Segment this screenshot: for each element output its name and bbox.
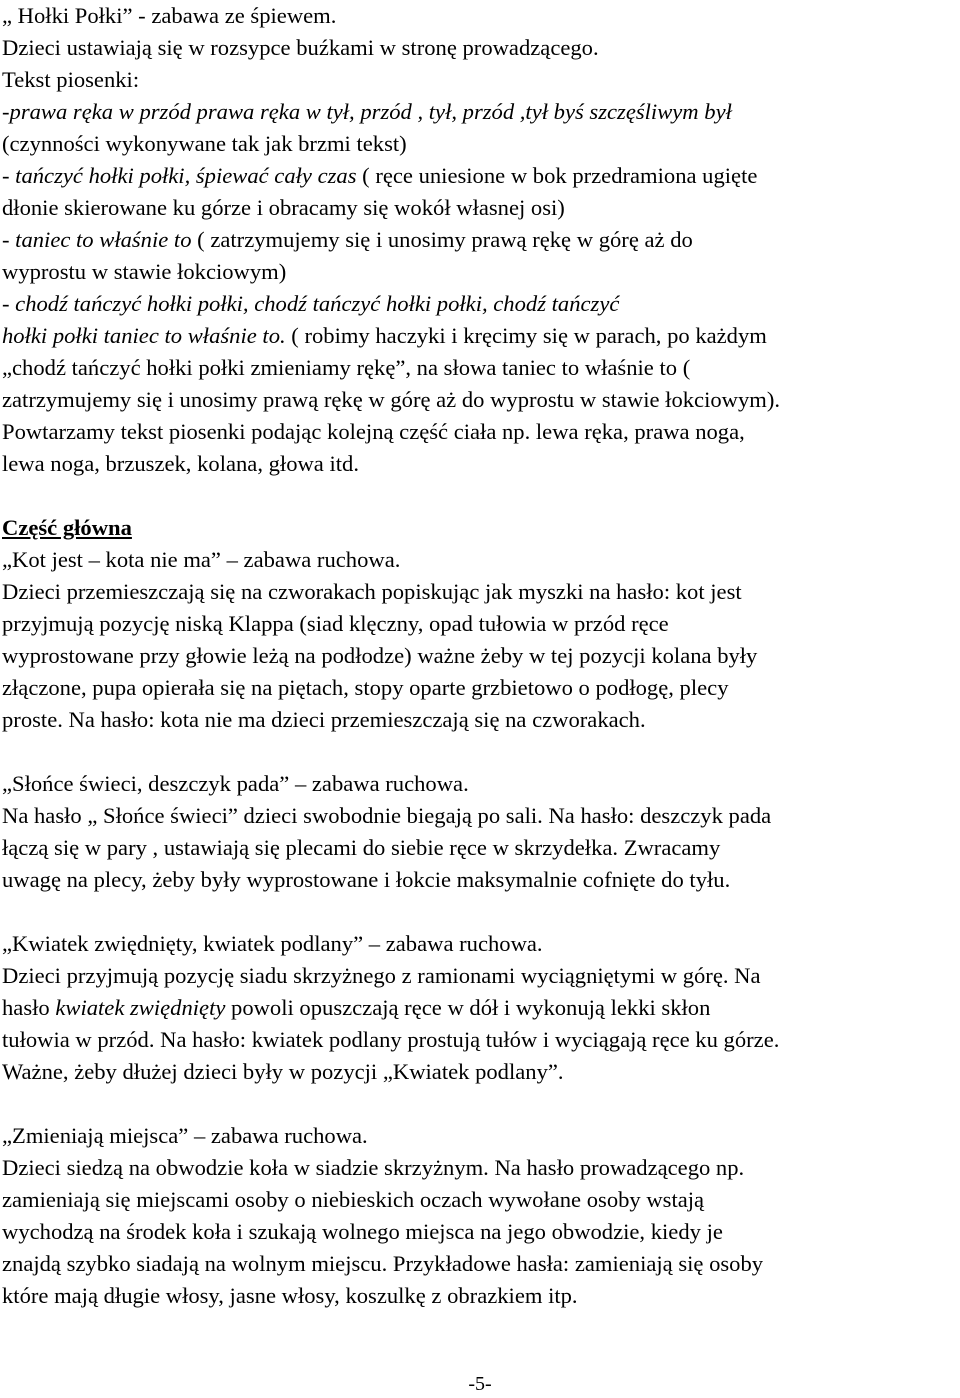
text-line: Powtarzamy tekst piosenki podając kolejną część ciała np. lewa ręka, prawa noga, (2, 419, 745, 444)
instruction-text: ( zatrzymujemy się i unosimy prawą rękę w górę aż do (191, 227, 693, 252)
instruction-text: ( robimy haczyki i kręcimy się w parach, po każdym (285, 323, 767, 348)
text-line: Dzieci siedzą na obwodzie koła w siadzie skrzyżnym. Na hasło prowadzącego np. (2, 1155, 745, 1180)
text-line: uwagę na plecy, żeby były wyprostowane i łokcie maksymalnie cofnięte do tyłu. (2, 867, 731, 892)
lyrics-text: - taniec to właśnie to (2, 227, 192, 252)
lyrics-text: -prawa ręka w przód prawa ręka w tył, przód , tył, przód ,tył byś szczęśliwym był (2, 99, 732, 124)
section-heading (2, 512, 132, 544)
text-line: znajdą szybko siadają na wolnym miejscu. Przykładowe hasła: zamieniają się osoby (2, 1251, 764, 1276)
text-line: tułowia w przód. Na hasło: kwiatek podlany prostują tułów i wyciągają ręce ku górze. (2, 1027, 780, 1052)
text-line: Dzieci przemieszczają się na czworakach popiskując jak myszki na hasło: kot jest (2, 579, 742, 604)
text-line (2, 96, 732, 128)
text-line: które mają długie włosy, jasne włosy, koszulkę z obrazkiem itp. (2, 1283, 578, 1308)
text-line (2, 160, 757, 192)
lyrics-text: hołki połki taniec to właśnie to. (2, 323, 286, 348)
lyrics-text: - chodź tańczyć hołki połki, chodź tańczyć hołki połki, chodź tańczyć (2, 291, 620, 316)
main-part-heading: Część główna (2, 515, 132, 540)
text-line: proste. Na hasło: kota nie ma dzieci przemieszczają się na czworakach. (2, 707, 646, 732)
text-line (2, 288, 619, 320)
text-line: Ważne, żeby dłużej dzieci były w pozycji „Kwiatek podlany”. (2, 1059, 564, 1084)
text-line: zatrzymujemy się i unosimy prawą rękę w górę aż do wyprostu w stawie łokciowym). (2, 387, 781, 412)
text-line: łączą się w pary , ustawiają się plecami do siebie ręce w skrzydełka. Zwracamy (2, 835, 721, 860)
lyrics-text: - tańczyć hołki połki, śpiewać cały czas (2, 163, 357, 188)
text-line: „chodź tańczyć hołki połki zmieniamy rękę”, na słowa taniec to właśnie to ( (2, 355, 691, 380)
page-number: -5- (468, 1373, 492, 1395)
instruction-text: ( ręce uniesione w bok przedramiona ugięte (356, 163, 758, 188)
text-line: złączone, pupa opierała się na piętach, stopy oparte grzbietowo o podłogę, plecy (2, 675, 729, 700)
instruction-text: powoli opuszczają ręce w dół i wykonują lekki skłon (225, 995, 711, 1020)
text-line: Na hasło „ Słońce świeci” dzieci swobodnie biegają po sali. Na hasło: deszczyk pada (2, 803, 772, 828)
text-line (2, 224, 693, 256)
text-line: Dzieci ustawiają się w rozsypce buźkami w stronę prowadzącego. (2, 35, 599, 60)
game-title-kot-jest: „Kot jest – kota nie ma” – zabawa ruchowa. (2, 547, 401, 572)
game-title-holki-polki: „ Hołki Połki” - zabawa ze śpiewem. (2, 3, 337, 28)
text-line (2, 320, 767, 352)
instruction-text: hasło (2, 995, 56, 1020)
text-line: wyprostowane przy głowie leżą na podłodze) ważne żeby w tej pozycji kolana były (2, 643, 758, 668)
text-line: Dzieci przyjmują pozycję siadu skrzyżnego z ramionami wyciągniętymi w górę. Na (2, 963, 761, 988)
text-line: wychodzą na środek koła i szukają wolnego miejsca na jego obwodzie, kiedy je (2, 1219, 723, 1244)
text-line: Tekst piosenki: (2, 67, 140, 92)
game-title-kwiatek: „Kwiatek zwiędnięty, kwiatek podlany” – zabawa ruchowa. (2, 931, 543, 956)
text-line: (czynności wykonywane tak jak brzmi tekst) (2, 131, 407, 156)
text-line: lewa noga, brzuszek, kolana, głowa itd. (2, 451, 359, 476)
password-phrase: kwiatek zwiędnięty (55, 995, 226, 1020)
text-line (2, 992, 710, 1024)
text-line: dłonie skierowane ku górze i obracamy się wokół własnej osi) (2, 195, 565, 220)
game-title-slonce-swieci: „Słońce świeci, deszczyk pada” – zabawa ruchowa. (2, 771, 469, 796)
text-line: przyjmują pozycję niską Klappa (siad klęczny, opad tułowia w przód ręce (2, 611, 669, 636)
text-line: wyprostu w stawie łokciowym) (2, 259, 287, 284)
game-title-zmieniaja-miejsca: „Zmieniają miejsca” – zabawa ruchowa. (2, 1123, 368, 1148)
text-line: zamieniają się miejscami osoby o niebieskich oczach wywołane osoby wstają (2, 1187, 705, 1212)
